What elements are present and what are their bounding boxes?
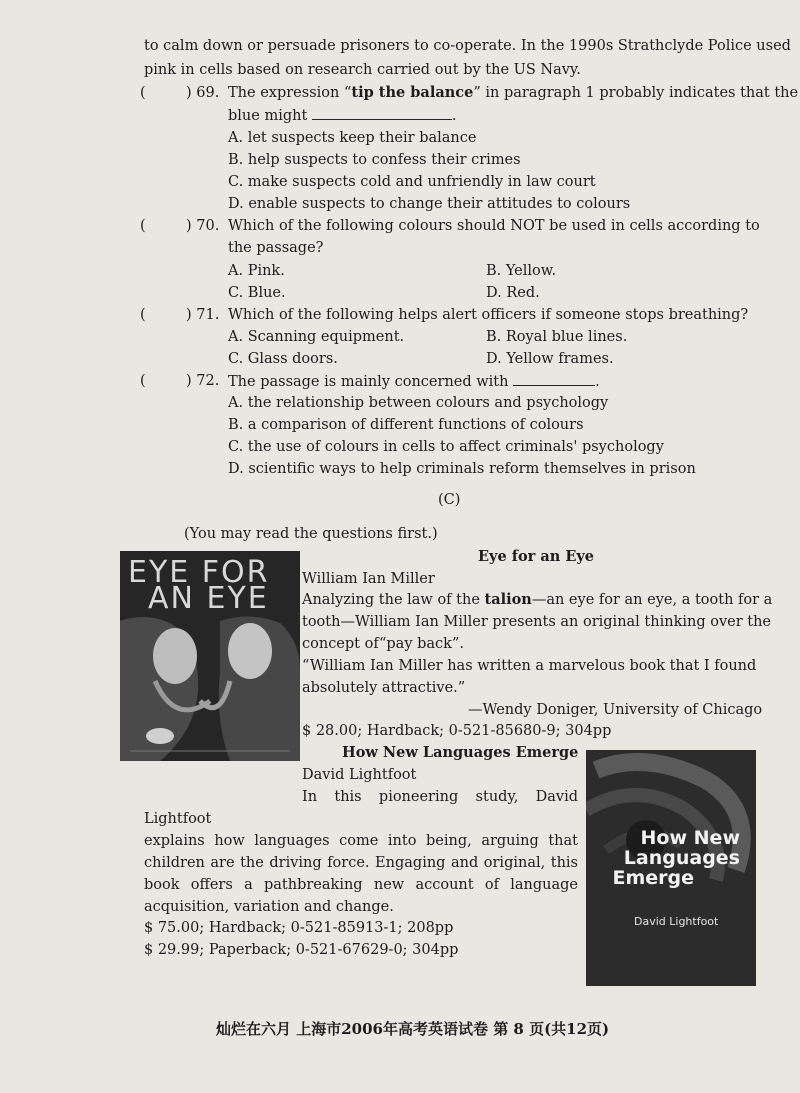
book-cover-eye-for-an-eye bbox=[120, 551, 300, 761]
option: A. the relationship between colours and psychology bbox=[228, 395, 609, 411]
cover-title: EYE FOR bbox=[128, 555, 270, 590]
answer-bracket: ( bbox=[140, 85, 146, 101]
book-description: concept of“pay back”. bbox=[302, 636, 464, 652]
option: B. Royal blue lines. bbox=[486, 329, 628, 345]
section-heading: (C) bbox=[438, 492, 461, 508]
question-number: ) 69. bbox=[186, 85, 220, 101]
option: A. let suspects keep their balance bbox=[228, 130, 477, 146]
question-number: ) 70. bbox=[186, 218, 220, 234]
book-review: “William Ian Miller has written a marvelous book that I found bbox=[302, 658, 757, 674]
option: D. Red. bbox=[486, 285, 540, 301]
question-stem: The expression “tip the balance” in paragraph 1 probably indicates that the bbox=[228, 84, 799, 101]
option: D. enable suspects to change their attitudes to colours bbox=[228, 196, 631, 212]
answer-bracket: ( bbox=[140, 307, 146, 323]
question-number: ) 71. bbox=[186, 307, 220, 323]
question-stem: blue might . bbox=[228, 105, 457, 126]
option: D. Yellow frames. bbox=[486, 351, 614, 367]
answer-blank bbox=[513, 371, 595, 386]
question-stem: The passage is mainly concerned with . bbox=[228, 371, 600, 392]
passage-line: to calm down or persuade prisoners to co-operate. In the 1990s Strathclyde Police used bbox=[144, 38, 791, 54]
book-description: acquisition, variation and change. bbox=[144, 899, 394, 915]
option: D. scientific ways to help criminals reform themselves in prison bbox=[228, 461, 696, 477]
option: C. Glass doors. bbox=[228, 351, 338, 367]
book-description: children are the driving force. Engaging and original, this bbox=[144, 855, 578, 871]
question-number: ) 72. bbox=[186, 373, 220, 389]
book-description: explains how languages come into being, arguing that bbox=[144, 833, 578, 849]
cover-title: AN EYE bbox=[148, 581, 269, 616]
cover-title: Emerge bbox=[612, 867, 694, 889]
book-title: Eye for an Eye bbox=[478, 548, 595, 565]
book-price: $ 28.00; Hardback; 0-521-85680-9; 304pp bbox=[302, 723, 612, 739]
book-cover-how-new-languages-emerge bbox=[586, 750, 756, 986]
book-description: Analyzing the law of the talion—an eye for an eye, a tooth for a bbox=[302, 591, 773, 608]
option: C. make suspects cold and unfriendly in law court bbox=[228, 174, 596, 190]
question-stem: Which of the following helps alert officers if someone stops breathing? bbox=[228, 307, 749, 323]
question-stem: Which of the following colours should NOT be used in cells according to bbox=[228, 218, 760, 234]
cover-title: Languages bbox=[623, 847, 740, 869]
cover-illustration bbox=[120, 551, 300, 761]
question-stem: the passage? bbox=[228, 240, 324, 256]
option: C. Blue. bbox=[228, 285, 286, 301]
option: A. Scanning equipment. bbox=[228, 329, 405, 345]
book-review: absolutely attractive.” bbox=[302, 680, 466, 696]
answer-bracket: ( bbox=[140, 218, 146, 234]
page-footer: 灿烂在六月 上海市2006年高考英语试卷 第 8 页(共12页) bbox=[216, 1020, 610, 1038]
section-instruction: (You may read the questions first.) bbox=[184, 526, 438, 542]
book-title: How New Languages Emerge bbox=[342, 744, 579, 761]
review-source: —Wendy Doniger, University of Chicago bbox=[468, 702, 763, 718]
book-description: Lightfoot bbox=[144, 811, 212, 827]
talion-term: talion bbox=[484, 591, 532, 608]
passage-line: pink in cells based on research carried out by the US Navy. bbox=[144, 62, 581, 78]
option: A. Pink. bbox=[228, 263, 285, 279]
book-description: tooth—William Ian Miller presents an original thinking over the bbox=[302, 614, 772, 630]
book-price: $ 29.99; Paperback; 0-521-67629-0; 304pp bbox=[144, 942, 459, 958]
book-author: David Lightfoot bbox=[302, 767, 417, 783]
option: B. a comparison of different functions of colours bbox=[228, 417, 584, 433]
option: B. Yellow. bbox=[486, 263, 557, 279]
book-description: In this pioneering study, David bbox=[302, 789, 578, 805]
answer-blank bbox=[312, 105, 452, 120]
answer-bracket: ( bbox=[140, 373, 146, 389]
cover-title: How New bbox=[640, 827, 740, 849]
book-price: $ 75.00; Hardback; 0-521-85913-1; 208pp bbox=[144, 920, 454, 936]
option: B. help suspects to confess their crimes bbox=[228, 152, 521, 168]
option: C. the use of colours in cells to affect criminals' psychology bbox=[228, 439, 664, 455]
book-author: William Ian Miller bbox=[302, 571, 435, 587]
cover-author: David Lightfoot bbox=[634, 915, 719, 928]
book-description: book offers a pathbreaking new account of language bbox=[144, 877, 578, 893]
quoted-expression: tip the balance bbox=[351, 84, 474, 101]
